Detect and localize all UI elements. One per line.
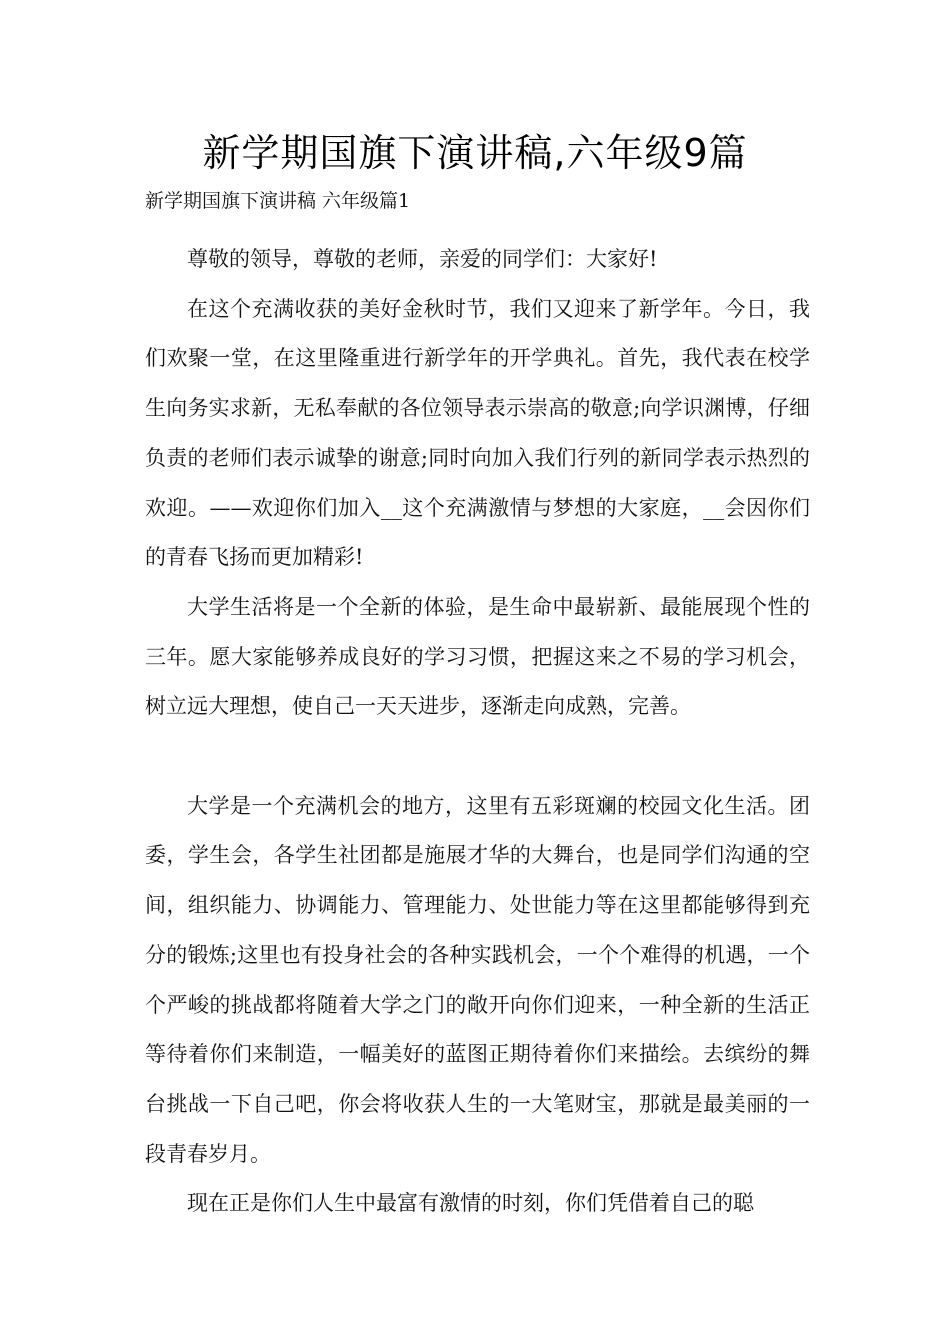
paragraph-welcome: 在这个充满收获的美好金秋时节，我们又迎来了新学年。今日，我们欢聚一堂，在这里隆重进行新学年的开学典礼。首先，我代表在校学生向务实求新，无私奉献的各位领导表示崇高的敬意;向学识渊博，仔细负责的老师们表示诚挚的谢意;同时向加入我们行列的新同学表示热烈的欢迎。——欢迎你们加入__这个充满激情与梦想的大家庭，__会因你们的青春飞扬而更加精彩! bbox=[145, 296, 810, 570]
section-subtitle: 新学期国旗下演讲稿 六年级篇1 bbox=[145, 190, 411, 212]
paragraph-greeting: 尊敬的领导，尊敬的老师，亲爱的同学们：大家好! bbox=[187, 247, 658, 271]
document-title: 新学期国旗下演讲稿,六年级9篇 bbox=[202, 131, 748, 175]
paragraph-opportunities: 大学是一个充满机会的地方，这里有五彩斑斓的校园文化生活。团委，学生会，各学生社团都是施展才华的大舞台，也是同学们沟通的空间，组织能力、协调能力、管理能力、处世能力等在这里都能够得到充分的锻炼;这里也有投身社会的各种实践机会，一个个难得的机遇，一个个严峻的挑战都将随着大学之门的敞开向你们迎来，一种全新的生活正等待着你们来制造，一幅美好的蓝图正期待着你们来描绘。去缤纷的舞台挑战一下自己吧，你会将收获人生的一大笔财宝，那就是最美丽的一段青春岁月。 bbox=[145, 793, 810, 1166]
paragraph-passion: 现在正是你们人生中最富有激情的时刻，你们凭借着自己的聪 bbox=[187, 1191, 754, 1216]
paragraph-university-life: 大学生活将是一个全新的体验，是生命中最崭新、最能展现个性的三年。愿大家能够养成良好的学习习惯，把握这来之不易的学习机会，树立远大理想，使自己一天天进步，逐渐走向成熟，完善。 bbox=[145, 594, 810, 719]
document-body bbox=[145, 235, 810, 1229]
